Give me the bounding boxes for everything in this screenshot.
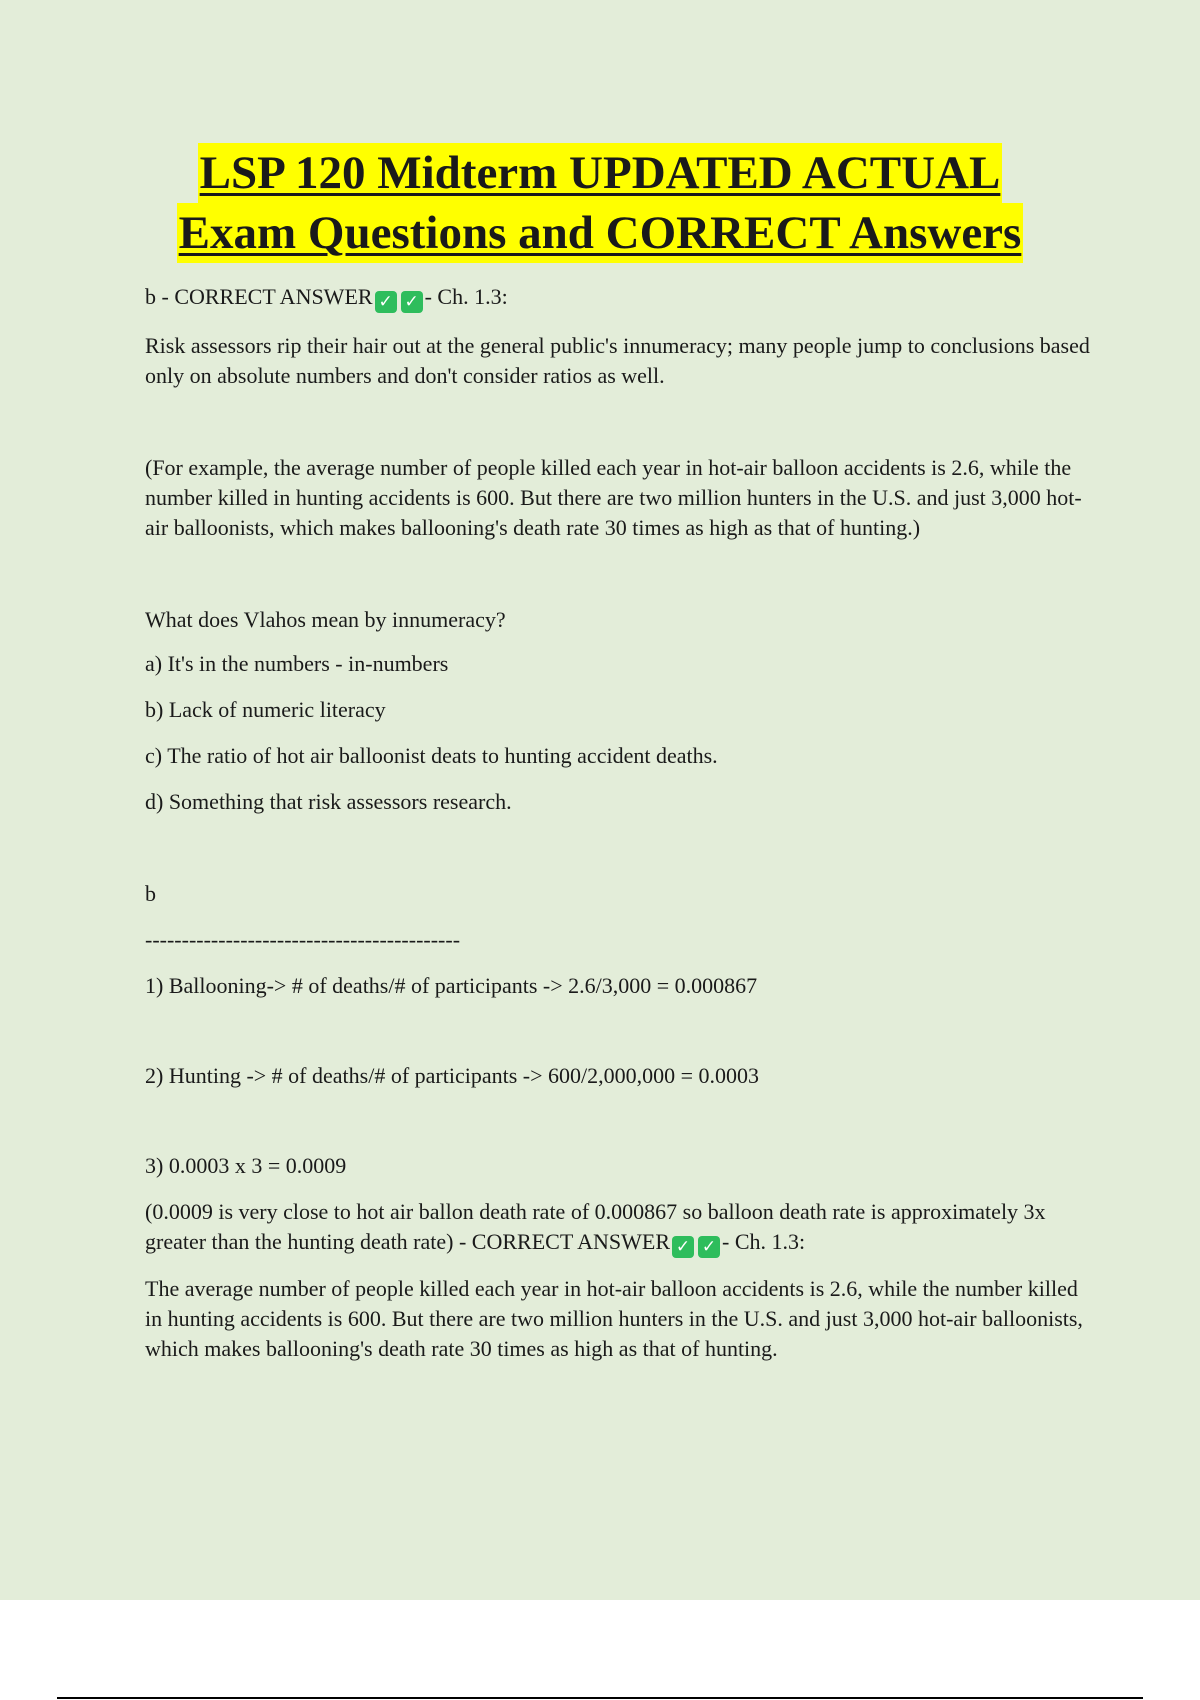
paragraph-intro: Risk assessors rip their hair out at the general public's innumeracy; many people jump to conclusions based only on absolute numbers and don't consider ratios as well. — [145, 333, 1090, 388]
step-1: 1) Ballooning-> # of deaths/# of participants -> 2.6/3,000 = 0.000867 — [145, 973, 758, 998]
step-2: 2) Hunting -> # of deaths/# of participants -> 600/2,000,000 = 0.0003 — [145, 1063, 760, 1088]
paragraph-final: The average number of people killed each year in hot-air balloon accidents is 2.6, while the number killed in hunting accidents is 600. But there are two million hunters in the U.S. and just 3,000 hot-air balloonists, which makes ballooning's death rate 30 times as high as that of hunting. — [145, 1276, 1083, 1361]
title-line-2: Exam Questions and CORRECT Answers — [177, 203, 1024, 263]
answer-header-prefix: b - CORRECT ANSWER — [145, 284, 373, 309]
option-b: b) Lack of numeric literacy — [145, 697, 386, 722]
answer-header-suffix: - Ch. 1.3: — [424, 284, 508, 309]
check-box-icon: ✓ — [375, 291, 397, 313]
question-text: What does Vlahos mean by innumeracy? — [145, 607, 506, 632]
step-4-suffix: - Ch. 1.3: — [722, 1229, 806, 1254]
title-line-1: LSP 120 Midterm UPDATED ACTUAL — [198, 143, 1003, 203]
check-box-icon: ✓ — [698, 1236, 720, 1258]
divider-dashes: ------------------------------------------- — [145, 927, 461, 952]
option-a: a) It's in the numbers - in-numbers — [145, 651, 449, 676]
paragraph-example: (For example, the average number of people killed each year in hot-air balloon accidents is 2.6, while the number killed in hunting accidents is 600. But there are two million hunters in the U.S. and just 3,000 hot-air balloonists, which makes ballooning's death rate 30 times as high as that of hunting.) — [145, 455, 1082, 540]
answer-header — [145, 282, 1095, 313]
check-box-icon: ✓ — [401, 291, 423, 313]
step-4-text: (0.0009 is very close to hot air ballon death rate of 0.000867 so balloon death rate is approximately 3x greater than the hunting death rate) - CORRECT ANSWER — [145, 1199, 1046, 1254]
answer-letter: b — [145, 881, 156, 906]
document-title — [0, 143, 1200, 263]
step-4 — [145, 1197, 1095, 1258]
document-body — [145, 282, 1095, 1364]
check-box-icon: ✓ — [672, 1236, 694, 1258]
footer-rule — [57, 1697, 1143, 1699]
option-d: d) Something that risk assessors research. — [145, 789, 512, 814]
step-3: 3) 0.0003 x 3 = 0.0009 — [145, 1153, 347, 1178]
option-c: c) The ratio of hot air balloonist deats to hunting accident deaths. — [145, 743, 718, 768]
